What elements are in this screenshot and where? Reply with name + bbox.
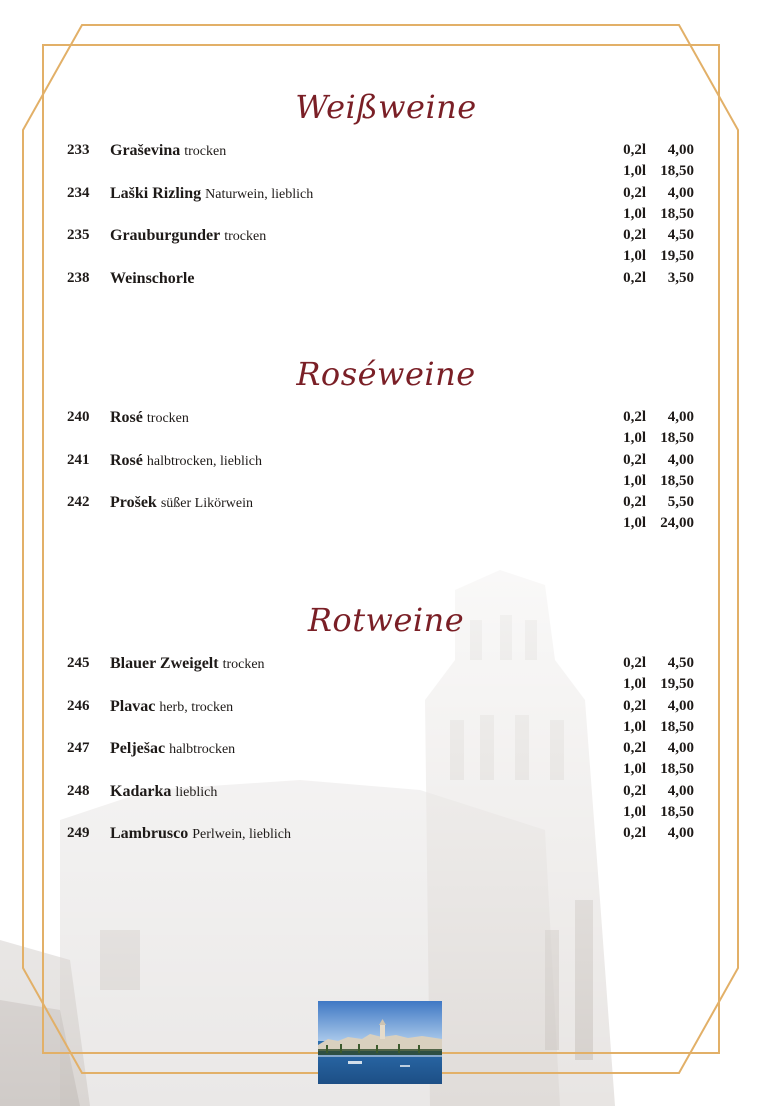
wine-name: Weinschorle: [110, 269, 195, 287]
volume: 1,0l: [623, 248, 646, 264]
volume: 0,2l: [623, 142, 646, 158]
wine-name: Kadarka: [110, 782, 172, 800]
wine-note: lieblich: [175, 784, 218, 800]
wine-item: [0, 407, 772, 450]
price: 24,00: [660, 515, 694, 531]
wine-item: [0, 140, 772, 183]
price: 4,00: [667, 740, 694, 756]
price: 18,50: [660, 205, 694, 222]
wine-note: halbtrocken, lieblich: [146, 453, 262, 469]
volume: 1,0l: [623, 163, 646, 179]
price: 4,00: [667, 451, 694, 468]
volume: 1,0l: [623, 205, 646, 222]
volume: 0,2l: [623, 697, 646, 714]
price: 3,50: [667, 269, 694, 286]
volume: 1,0l: [623, 472, 646, 489]
volume: 1,0l: [623, 718, 646, 735]
item-number: 249: [67, 825, 90, 841]
price: 18,50: [660, 761, 694, 777]
item-number: 245: [67, 655, 90, 671]
wine-item: [0, 738, 772, 781]
price: 19,50: [660, 248, 694, 264]
wine-item: [0, 183, 772, 226]
harbour-photo: [318, 1001, 442, 1084]
item-number: 238: [67, 269, 90, 286]
item-number: 233: [67, 142, 90, 158]
wine-name: Pelješac: [110, 740, 166, 757]
volume: 0,2l: [623, 825, 646, 841]
volume: 0,2l: [623, 184, 646, 201]
item-number: 234: [67, 184, 90, 201]
item-number: 235: [67, 227, 90, 243]
wine-note: trocken: [224, 229, 267, 244]
volume: 1,0l: [623, 803, 646, 820]
wine-note: halbtrocken: [169, 742, 236, 757]
item-number: 246: [67, 697, 90, 714]
wine-list-rotweine: [0, 653, 772, 844]
volume: 0,2l: [623, 740, 646, 756]
wine-name: Laški Rizling: [110, 184, 202, 202]
wine-item: [0, 268, 772, 289]
price: 4,00: [667, 825, 694, 841]
wine-note: Naturwein, lieblich: [205, 186, 314, 202]
wine-item: [0, 781, 772, 824]
wine-list-weissweine: [0, 140, 772, 289]
wine-item: [0, 492, 772, 535]
wine-name: Graševina: [110, 142, 181, 159]
volume: 0,2l: [623, 782, 646, 799]
wine-item: [0, 653, 772, 696]
item-number: 241: [67, 451, 90, 468]
wine-name: Plavac: [110, 697, 156, 715]
wine-name: Rosé: [110, 409, 143, 426]
wine-name: Lambrusco: [110, 825, 189, 842]
wine-note: süßer Likörwein: [160, 496, 253, 511]
price: 5,50: [667, 494, 694, 510]
wine-list-roseweine: [0, 407, 772, 535]
price: 18,50: [660, 472, 694, 489]
price: 4,00: [667, 142, 694, 158]
item-number: 248: [67, 782, 90, 799]
price: 18,50: [660, 803, 694, 820]
price: 18,50: [660, 718, 694, 735]
price: 4,00: [667, 782, 694, 799]
wine-note: trocken: [222, 657, 265, 672]
wine-name: Rosé: [110, 451, 143, 469]
wine-name: Prošek: [110, 494, 157, 511]
volume: 1,0l: [623, 515, 646, 531]
price: 4,50: [667, 655, 694, 671]
volume: 0,2l: [623, 451, 646, 468]
wine-name: Blauer Zweigelt: [110, 655, 219, 672]
wine-item: [0, 225, 772, 268]
wine-item: [0, 696, 772, 739]
wine-note: trocken: [184, 144, 227, 159]
volume: 0,2l: [623, 227, 646, 243]
section-title-roseweine: Roséweine: [296, 355, 476, 393]
wine-item: [0, 450, 772, 493]
price: 4,00: [667, 409, 694, 425]
volume: 1,0l: [623, 430, 646, 446]
volume: 0,2l: [623, 409, 646, 425]
price: 4,50: [667, 227, 694, 243]
volume: 0,2l: [623, 494, 646, 510]
price: 19,50: [660, 676, 694, 692]
price: 4,00: [667, 184, 694, 201]
price: 4,00: [667, 697, 694, 714]
price: 18,50: [660, 163, 694, 179]
section-title-weissweine: Weißweine: [295, 88, 477, 126]
volume: 0,2l: [623, 655, 646, 671]
wine-item: [0, 823, 772, 844]
wine-note: Perlwein, lieblich: [192, 827, 291, 842]
item-number: 242: [67, 494, 90, 510]
item-number: 247: [67, 740, 90, 756]
wine-note: herb, trocken: [159, 699, 234, 715]
volume: 1,0l: [623, 761, 646, 777]
volume: 0,2l: [623, 269, 646, 286]
wine-note: trocken: [146, 411, 189, 426]
volume: 1,0l: [623, 676, 646, 692]
price: 18,50: [660, 430, 694, 446]
item-number: 240: [67, 409, 90, 425]
section-title-rotweine: Rotweine: [307, 601, 465, 639]
wine-name: Grauburgunder: [110, 227, 221, 244]
